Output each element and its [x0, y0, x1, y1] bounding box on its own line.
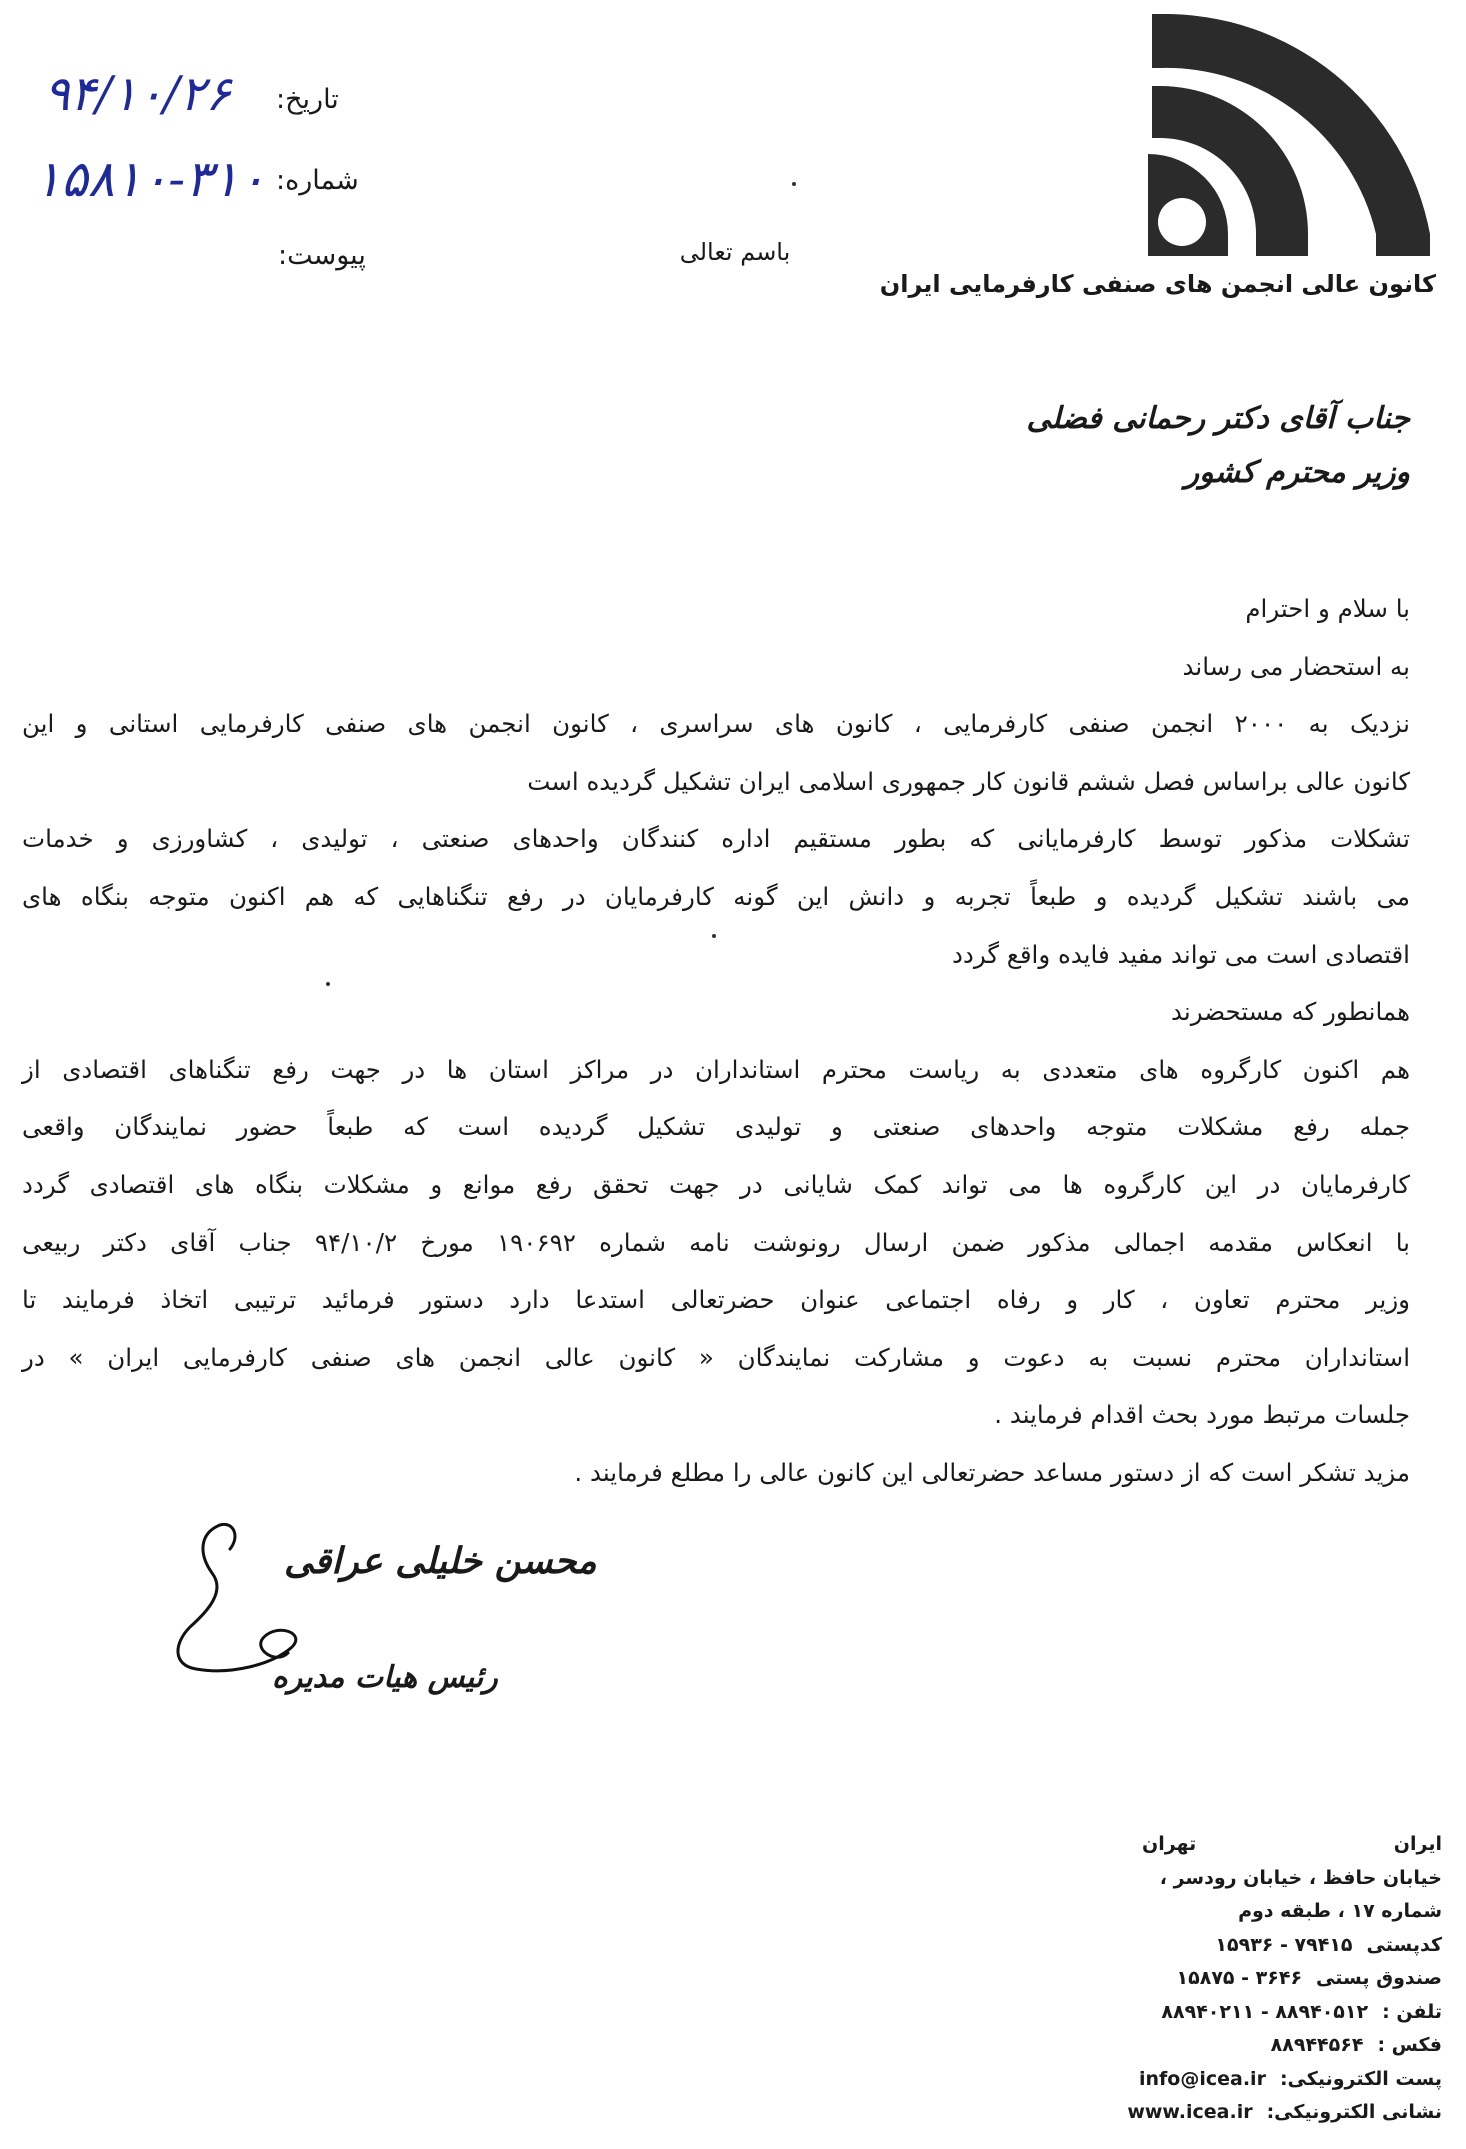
body-line: هم اکنون کارگروه های متعددی به ریاست محترم استانداران در مراکز استان ها در جهت رفع تنگناهای اقتصادی از — [22, 1054, 1410, 1084]
address-street: خیابان حافظ ، خیابان رودسر ، — [1159, 1866, 1442, 1889]
postal-code-label: کدپستی — [1366, 1933, 1442, 1956]
body-line: کارفرمایان در این کارگروه ها می تواند کمک شایانی در جهت تحقق رفع موانع و مشکلات بنگاه های اقتصادی گردد — [22, 1169, 1410, 1199]
body-line: به استحضار می رساند — [1182, 651, 1410, 681]
address-country: ایران — [1393, 1833, 1442, 1855]
letter-body — [22, 580, 1410, 1502]
address-city: تهران — [1142, 1833, 1197, 1855]
organization-name: کانون عالی انجمن های صنفی کارفرمایی ایران — [879, 270, 1436, 298]
body-line: استانداران محترم نسبت به دعوت و مشارکت نمایندگان « کانون عالی انجمن های صنفی کارفرمایی ایران » در — [22, 1342, 1410, 1372]
body-line: جلسات مرتبط مورد بحث اقدام فرمایند . — [994, 1400, 1410, 1430]
website-label: نشانی الکترونیکی: — [1266, 2101, 1442, 2123]
body-line: مزید تشکر است که از دستور مساعد حضرتعالی این کانون عالی را مطلع فرمایند . — [574, 1457, 1410, 1487]
phone-label: تلفن : — [1382, 2000, 1442, 2023]
body-line: می باشند تشکیل گردیده و طبعاً تجربه و دانش این گونه کارفرمایان در رفع تنگناهایی که هم اکنون متوجه بنگاه های — [22, 881, 1410, 911]
body-line: تشکلات مذکور توسط کارفرمایانی که بطور مستقیم اداره کنندگان واحدهای صنعتی ، تولیدی ، کشاورزی و خدمات — [22, 824, 1410, 854]
body-line: نزدیک به ۲۰۰۰ انجمن صنفی کارفرمایی ، کانون های سراسری ، کانون انجمن های صنفی کارفرمایی استانی و این — [22, 709, 1411, 739]
body-line: کانون عالی براساس فصل ششم قانون کار جمهوری اسلامی ایران تشکیل گردیده است — [527, 766, 1410, 796]
body-line: با انعکاس مقدمه اجمالی مذکور ضمن ارسال رونوشت نامه شماره ۱۹۰۶۹۲ مورخ ۹۴/۱۰/۲ جناب آقای دکتر ربیعی — [22, 1227, 1410, 1257]
website-link[interactable]: www.icea.ir — [1127, 2101, 1253, 2123]
po-box-label: صندوق پستی — [1316, 1967, 1442, 1989]
invocation-text: باسم تعالی — [679, 238, 791, 266]
address-building: شماره ۱۷ ، طبقه دوم — [1238, 1900, 1442, 1922]
organization-logo — [1148, 14, 1434, 256]
po-box-value: ۳۶۴۶ - ۱۵۸۷۵ — [1176, 1967, 1303, 1989]
attachment-label: پیوست: — [278, 240, 366, 271]
body-line: وزیر محترم تعاون ، کار و رفاه اجتماعی عنوان حضرتعالی استدعا دارد دستور فرمائید ترتیبی اتخاذ فرمایند تا — [22, 1285, 1410, 1315]
phone-value: ۸۸۹۴۰۵۱۲ - ۸۸۹۴۰۲۱۱ — [1161, 2000, 1369, 2023]
body-line: همانطور که مستحضرند — [1171, 997, 1410, 1027]
body-line: با سلام و احترام — [1245, 594, 1410, 623]
email-label: پست الکترونیکی: — [1279, 2067, 1442, 2090]
recipient-title: وزیر محترم کشور — [1184, 455, 1410, 490]
signer-title: رئیس هیات مدیره — [272, 1660, 498, 1695]
fax-value: ۸۸۹۴۴۵۶۴ — [1270, 2034, 1364, 2056]
fax-label: فکس : — [1377, 2034, 1442, 2056]
address-block — [1082, 1828, 1442, 2130]
date-value: ۹۴/۱۰/۲۶ — [44, 66, 232, 122]
signer-name: محسن خلیلی عراقی — [284, 1540, 597, 1582]
postal-code-value: ۷۹۴۱۵ - ۱۵۹۳۶ — [1215, 1933, 1353, 1956]
number-value: ۱۵۸۱۰-۳۱۰ — [34, 150, 266, 208]
body-line: اقتصادی است می تواند مفید فایده واقع گردد — [952, 939, 1410, 969]
number-label: شماره: — [276, 165, 359, 196]
email-link[interactable]: info@icea.ir — [1139, 2067, 1266, 2090]
recipient-name: جناب آقای دکتر رحمانی فضلی — [1026, 401, 1410, 436]
date-label: تاریخ: — [276, 84, 339, 115]
speck — [792, 182, 796, 186]
body-line: جمله رفع مشکلات متوجه واحدهای صنعتی و تولیدی تشکیل گردیده است که طبعاً حضور نمایندگان واقعی — [22, 1112, 1410, 1142]
recipient-block — [1027, 392, 1410, 500]
